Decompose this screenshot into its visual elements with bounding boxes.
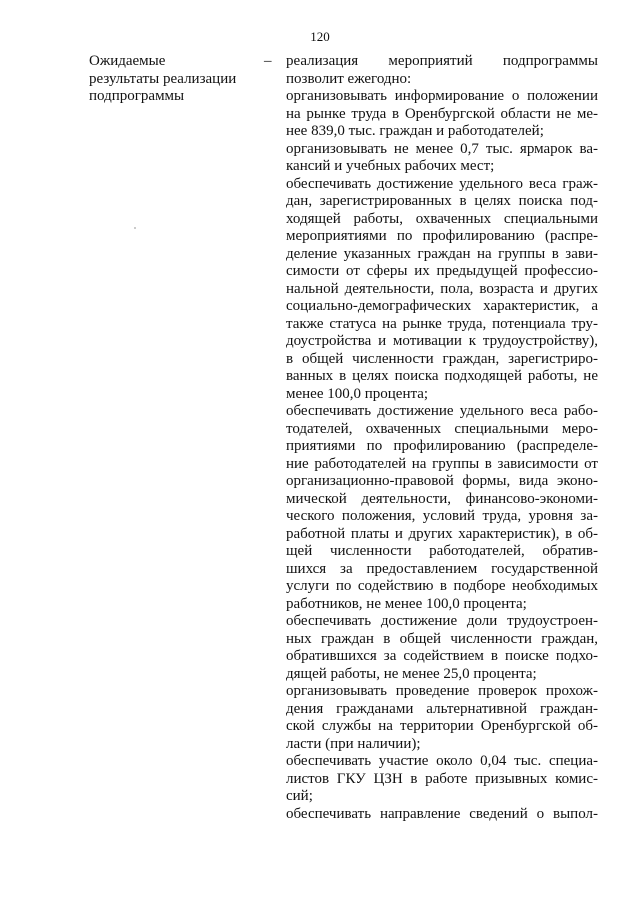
body-text-line: ской службы на территории Оренбургской об-	[286, 718, 598, 734]
section-label-line: Ожидаемые	[89, 53, 166, 69]
body-text-line: работной платы и других характеристик), в об-	[286, 525, 598, 542]
body-text-line: дящей работы, не менее 25,0 процента;	[286, 665, 537, 682]
body-text-line: организовывать не менее 0,7 тыс. ярмарок ва-	[286, 140, 598, 157]
body-text-line: ласти (при наличии);	[286, 735, 421, 752]
body-text-line: сий;	[286, 788, 313, 804]
body-text-line: листов ГКУ ЦЗН в работе призывных комис-	[286, 770, 598, 787]
body-text-line: реализация мероприятий подпрограммы	[286, 53, 598, 69]
section-label-line: подпрограммы	[89, 88, 185, 104]
body-text-line: на рынке труда в Оренбургской области не ме-	[286, 105, 598, 122]
scan-speck	[134, 227, 136, 229]
body-text-line: кансий и учебных рабочих мест;	[286, 158, 495, 174]
body-text-line: организационно-правовой формы, вида эконо-	[286, 473, 598, 489]
body-text-line: обеспечивать достижение удельного веса граж-	[286, 175, 598, 192]
body-text-line: дения гражданами альтернативной граждан-	[286, 700, 598, 717]
body-text-line: позволит ежегодно:	[286, 70, 412, 87]
body-text-line: обеспечивать направление сведений о выпол-	[286, 805, 598, 822]
body-text-line: в общей численности граждан, зарегистриро-	[286, 350, 598, 367]
body-text-line: обеспечивать достижение удельного веса рабо-	[286, 403, 598, 419]
body-text-line: обеспечивать участие около 0,04 тыс. специа-	[286, 753, 598, 769]
body-text-line: шихся за предоставлением государственной	[286, 560, 598, 577]
body-text-line: нальной деятельности, пола, возраста и других	[286, 280, 598, 297]
body-text-line: услуги по содействию в подборе необходимых	[286, 578, 598, 594]
body-text-line: деление указанных граждан на группы в зави-	[286, 245, 598, 262]
page-number: 120	[310, 29, 330, 44]
body-text-line: симости от сферы их предыдущей профессио-	[286, 263, 598, 279]
body-text-line: социально-демографических характеристик, а	[286, 298, 598, 314]
body-text-line: щей численности работодателей, обратив-	[286, 543, 598, 559]
body-text-line: дан, зарегистрированных в целях поиска под-	[286, 193, 598, 209]
body-text-line: мической деятельности, финансово-экономи-	[286, 490, 598, 507]
section-label-line: результаты реализации	[89, 70, 237, 87]
body-text-line: обеспечивать достижение доли трудоустроен-	[286, 613, 598, 629]
body-text-line: ние работодателей на группы в зависимости от	[286, 455, 598, 472]
section-label	[89, 53, 261, 106]
body-text-line: доустройства и мотивации к трудоустройству),	[286, 333, 598, 349]
body-text-line: организовывать проведение проверок прохож-	[286, 683, 598, 699]
body-text-line: приятиями по профилированию (распределе-	[286, 438, 598, 454]
body-text-line: тодателей, охваченных специальными меро-	[286, 420, 598, 437]
body-text-line: организовывать информирование о положении	[286, 88, 598, 104]
body-text-line: менее 100,0 процента;	[286, 385, 429, 402]
body-text-line: ванных в целях поиска подходящей работы, не	[286, 368, 598, 384]
body-text-line: ных граждан в общей численности граждан,	[286, 630, 598, 647]
body-text-line: нее 839,0 тыс. граждан и работодателей;	[286, 123, 544, 139]
body-text-line: мероприятиями по профилированию (распре-	[286, 228, 598, 244]
body-text-line: работников, не менее 100,0 процента;	[286, 595, 527, 612]
body-text-line: ходящей работы, охваченных специальными	[286, 210, 598, 227]
body-text-line: обратившихся за содействием в поиске подхо-	[286, 648, 598, 664]
body-text-line: также статуса на рынке труда, потенциала тру-	[286, 315, 598, 332]
section-body	[286, 53, 598, 823]
body-text-line: ческого положения, условий труда, уровня за-	[286, 508, 598, 524]
separator-dash: –	[264, 53, 272, 69]
